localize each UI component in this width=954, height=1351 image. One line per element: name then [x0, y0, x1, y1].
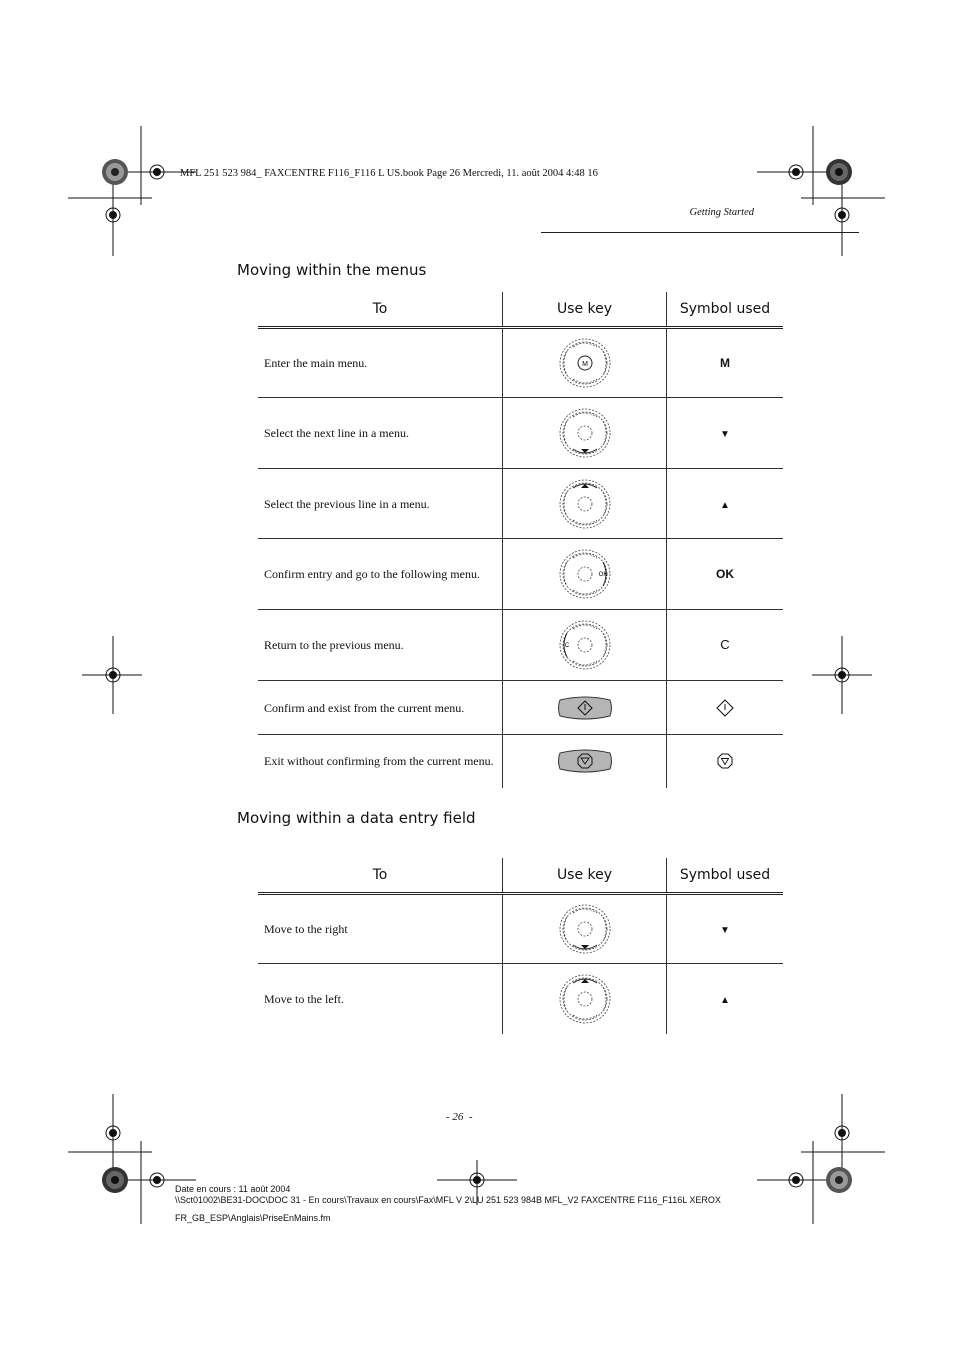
- action-text: Enter the main menu.: [258, 328, 503, 398]
- footer-path: \\Sct01002\BE31-DOC\DOC 31 - En cours\Travaux en cours\Fax\MFL V 2\LU 251 523 984B MFL_V2 FAXCENTRE F116_F116L XEROX: [175, 1195, 721, 1205]
- print-header: MFL 251 523 984_ FAXCENTRE F116_F116 L US.book Page 26 Mercredi, 11. août 2004 4:48 16: [180, 168, 598, 179]
- action-text: Exit without confirming from the current menu.: [258, 735, 503, 788]
- key-cell: [503, 539, 667, 610]
- section-title-data-entry: Moving within a data entry field: [237, 809, 476, 827]
- table-row: [258, 610, 783, 681]
- action-text: Move to the right: [258, 894, 503, 964]
- column-header-symbol: Symbol used: [667, 858, 784, 894]
- data-entry-table: [258, 858, 783, 1034]
- symbol-cell: [667, 894, 784, 964]
- table-row: [258, 539, 783, 610]
- symbol-text: ▲: [720, 994, 730, 1006]
- page-number: - 26 -: [446, 1111, 473, 1123]
- table-row: [258, 398, 783, 469]
- key-cell: [503, 328, 667, 398]
- symbol-cell: [667, 681, 784, 735]
- column-header-symbol: Symbol used: [667, 292, 784, 328]
- start-diamond-icon: [716, 699, 734, 717]
- running-header: Getting Started: [689, 207, 754, 218]
- symbol-text: ▲: [720, 499, 730, 511]
- action-text: Return to the previous menu.: [258, 610, 503, 681]
- action-text: Select the previous line in a menu.: [258, 469, 503, 539]
- nav-pad-m-icon: [557, 337, 613, 389]
- column-header-to: To: [258, 292, 503, 328]
- table-row: [258, 469, 783, 539]
- nav-pad-c-icon: [557, 619, 613, 671]
- key-cell: [503, 964, 667, 1034]
- action-text: Move to the left.: [258, 964, 503, 1034]
- footer-date: Date en cours : 11 août 2004: [175, 1184, 291, 1194]
- nav-pad-down-icon: [557, 407, 613, 459]
- nav-pad-up-icon: [557, 973, 613, 1025]
- nav-pad-label: OK: [598, 572, 607, 578]
- key-cell: [503, 610, 667, 681]
- symbol-cell: [667, 469, 784, 539]
- table-row: [258, 681, 783, 735]
- column-header-use-key: Use key: [503, 292, 667, 328]
- section-title-menus: Moving within the menus: [237, 261, 427, 279]
- action-text: Confirm entry and go to the following menu.: [258, 539, 503, 610]
- symbol-cell: [667, 964, 784, 1034]
- stop-octagon-icon: [716, 752, 734, 770]
- symbol-cell: [667, 398, 784, 469]
- nav-pad-ok-icon: [557, 548, 613, 600]
- nav-pad-up-icon: [557, 478, 613, 530]
- footer-file: FR_GB_ESP\Anglais\PriseEnMains.fm: [175, 1213, 331, 1223]
- nav-pad-label: M: [581, 361, 588, 368]
- start-key-icon: [556, 695, 614, 721]
- key-cell: [503, 469, 667, 539]
- key-cell: [503, 398, 667, 469]
- action-text: Confirm and exist from the current menu.: [258, 681, 503, 735]
- nav-pad-down-icon: [557, 903, 613, 955]
- key-cell: [503, 894, 667, 964]
- stop-key-icon: [556, 748, 614, 774]
- symbol-cell: [667, 735, 784, 788]
- table-row: [258, 894, 783, 964]
- menu-navigation-table: [258, 292, 783, 788]
- symbol-text: ▼: [720, 429, 730, 440]
- symbol-text: ▼: [720, 925, 730, 936]
- symbol-cell: [667, 610, 784, 681]
- header-rule: [541, 232, 859, 233]
- key-cell: [503, 681, 667, 735]
- action-text: Select the next line in a menu.: [258, 398, 503, 469]
- table-row: [258, 735, 783, 788]
- column-header-to: To: [258, 858, 503, 894]
- column-header-use-key: Use key: [503, 858, 667, 894]
- table-row: [258, 964, 783, 1034]
- symbol-text: C: [720, 637, 730, 652]
- symbol-text: M: [720, 356, 730, 370]
- nav-pad-label: C: [564, 643, 569, 649]
- key-cell: [503, 735, 667, 788]
- symbol-text: OK: [716, 567, 734, 581]
- symbol-cell: [667, 539, 784, 610]
- table-row: [258, 328, 783, 398]
- symbol-cell: [667, 328, 784, 398]
